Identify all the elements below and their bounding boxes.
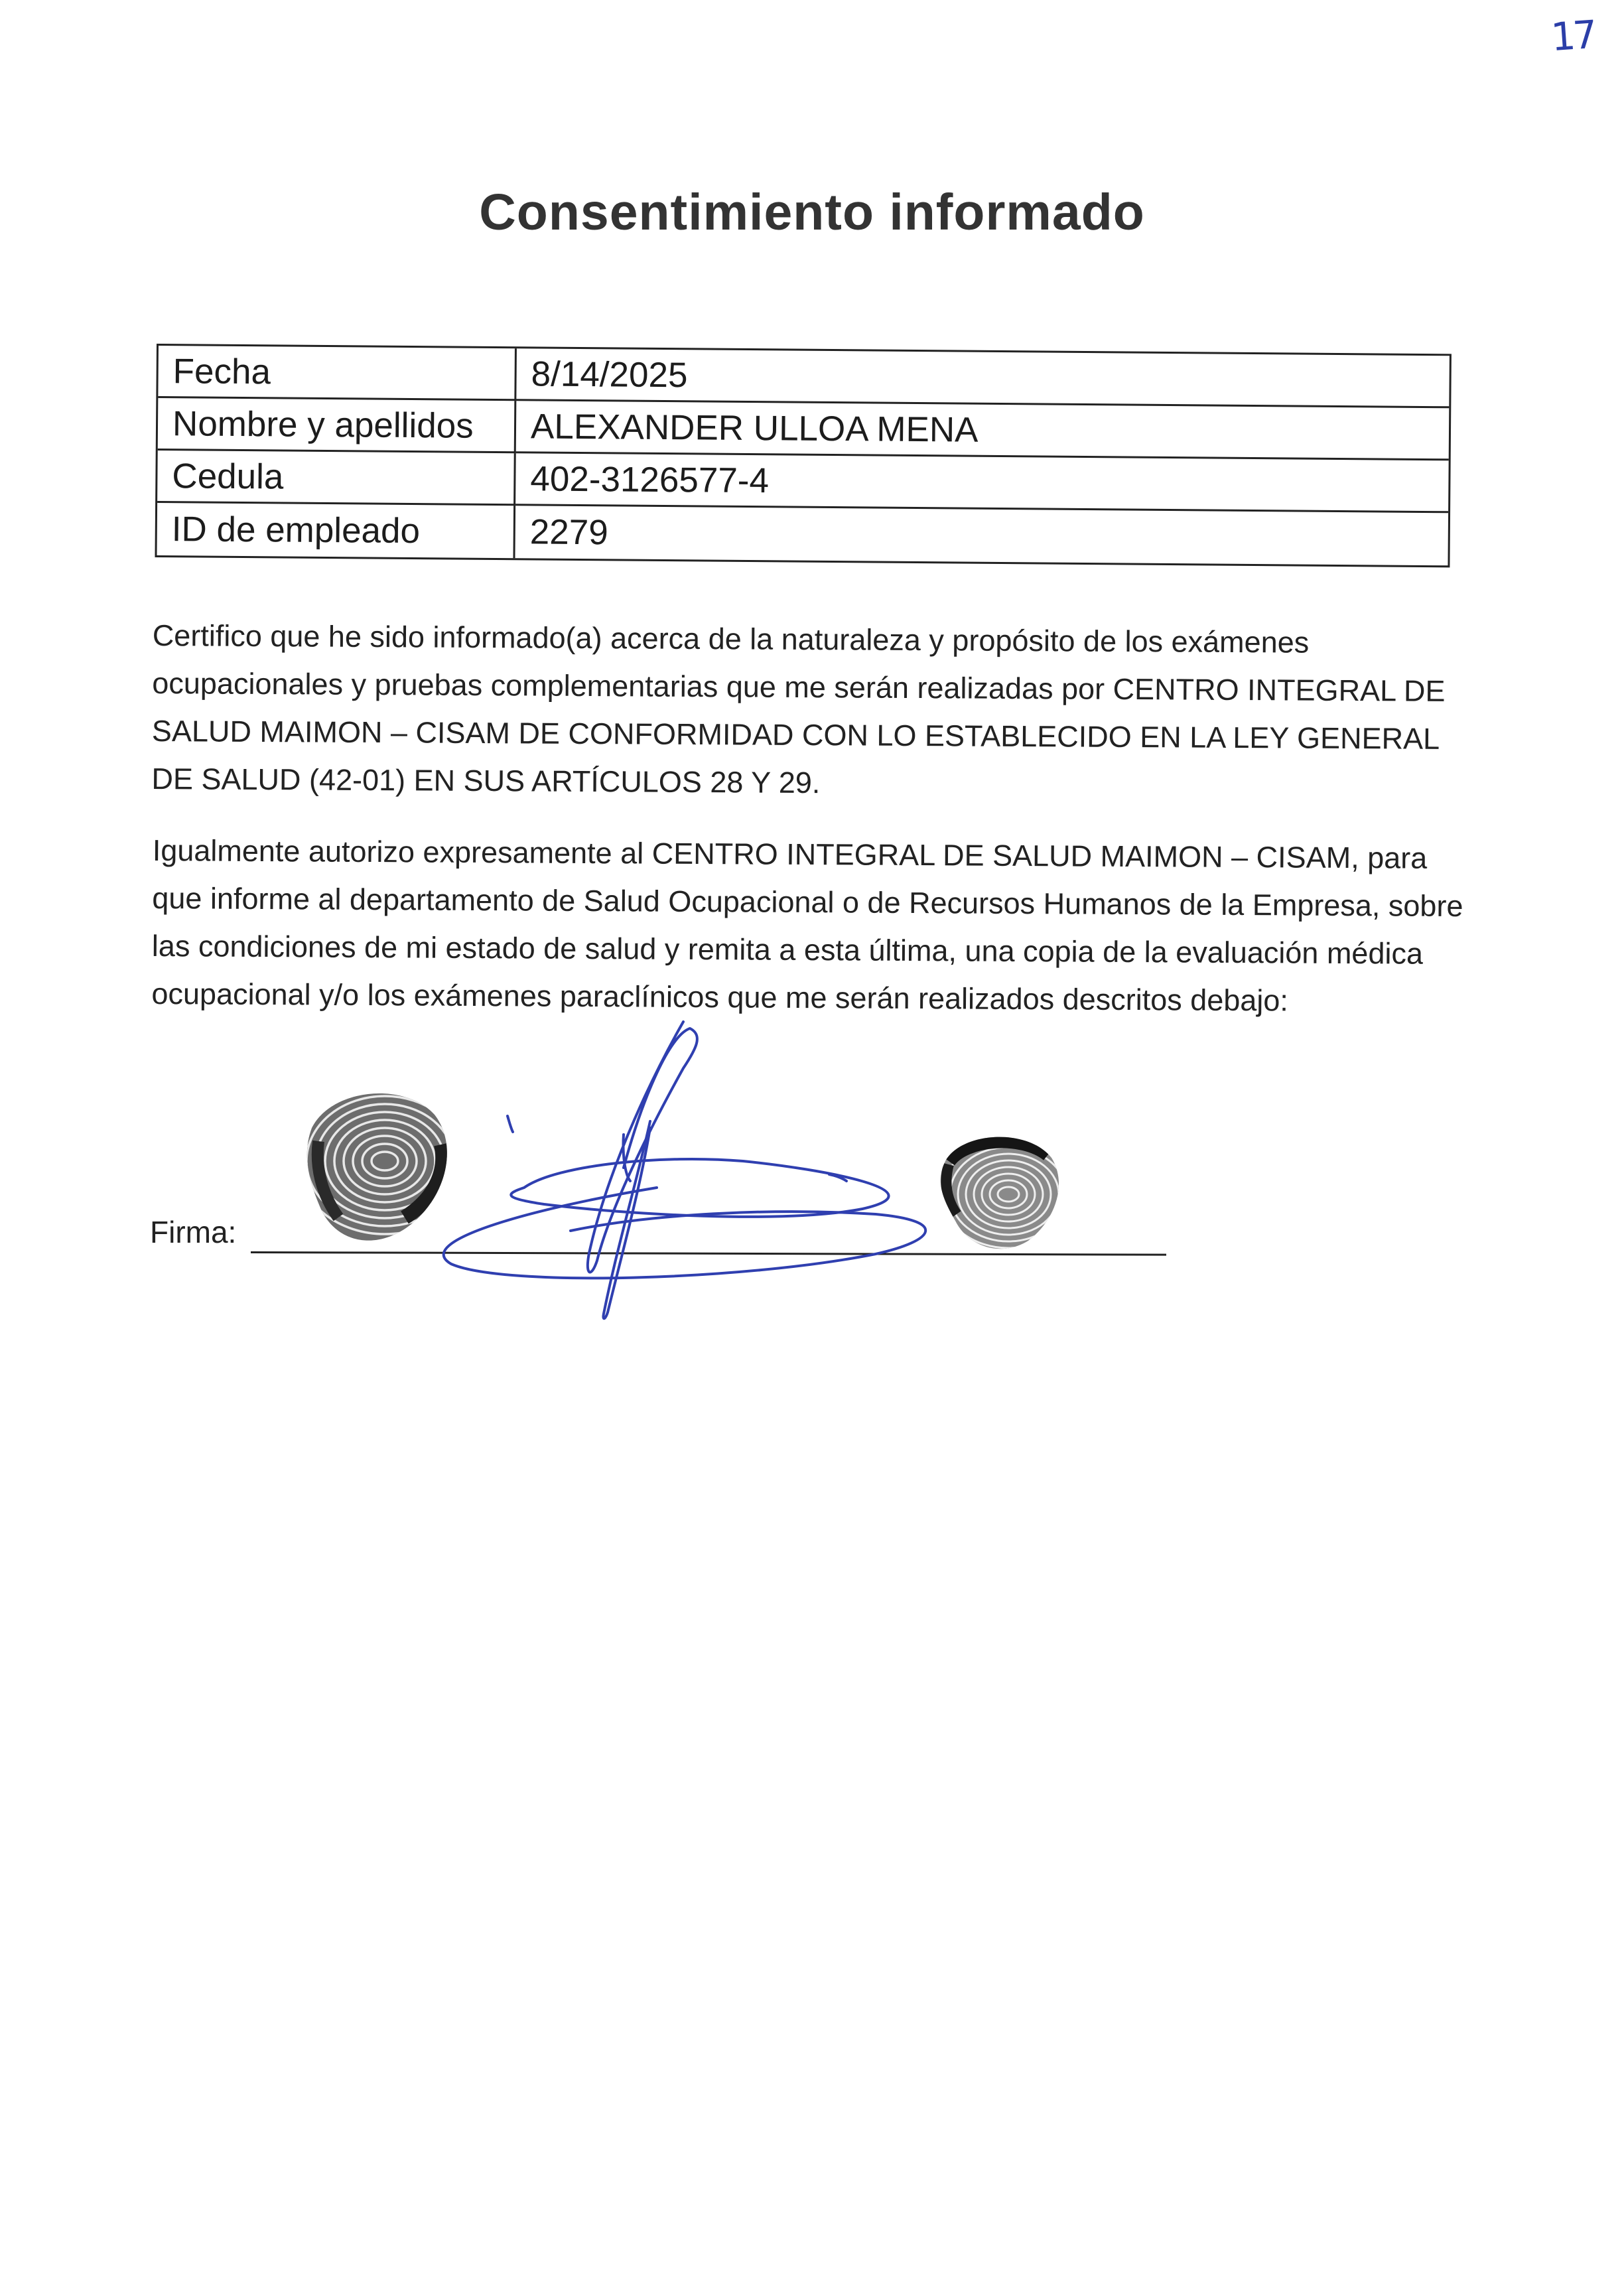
info-value-fecha: 8/14/2025 xyxy=(516,348,1450,408)
consent-paragraph-1: Certifico que he sido informado(a) acerca de la naturaleza y propósito de los exámenes ocupacionales y pruebas complementarias que me serán realizadas por CENTRO INTEGRAL DE SALUD MAIMON – CISAM DE CONFORMIDAD CON LO ESTABLECIDO EN LA LEY GENERAL DE SALUD (42-01) EN SUS ARTÍCULOS 28 Y 29. xyxy=(151,618,1446,800)
info-label-nombre: Nombre y apellidos xyxy=(158,398,517,453)
info-label-id-empleado: ID de empleado xyxy=(157,503,515,558)
info-value-nombre: ALEXANDER ULLOA MENA xyxy=(516,401,1450,460)
handwritten-signature xyxy=(372,995,1022,1340)
info-label-fecha: Fecha xyxy=(158,346,517,401)
signature-label: Firma: xyxy=(150,1215,237,1249)
info-label-cedula: Cedula xyxy=(157,451,516,506)
info-value-cedula: 402-3126577-4 xyxy=(515,453,1449,513)
info-value-id-empleado: 2279 xyxy=(529,512,608,553)
info-table xyxy=(155,344,1451,567)
document-title: Consentimiento informado xyxy=(479,184,1145,241)
handwritten-page-number: 17 xyxy=(1549,11,1597,60)
consent-paragraph-2: Igualmente autorizo expresamente al CENTRO INTEGRAL DE SALUD MAIMON – CISAM, para que informe al departamento de Salud Ocupacional o de Recursos Humanos de la Empresa, sobre las condiciones de mi estado de salud y remita a esta última, una copia de la evaluación médica ocupacional y/o los exámenes paraclínicos que me serán realizados descritos debajo: xyxy=(151,833,1463,1018)
